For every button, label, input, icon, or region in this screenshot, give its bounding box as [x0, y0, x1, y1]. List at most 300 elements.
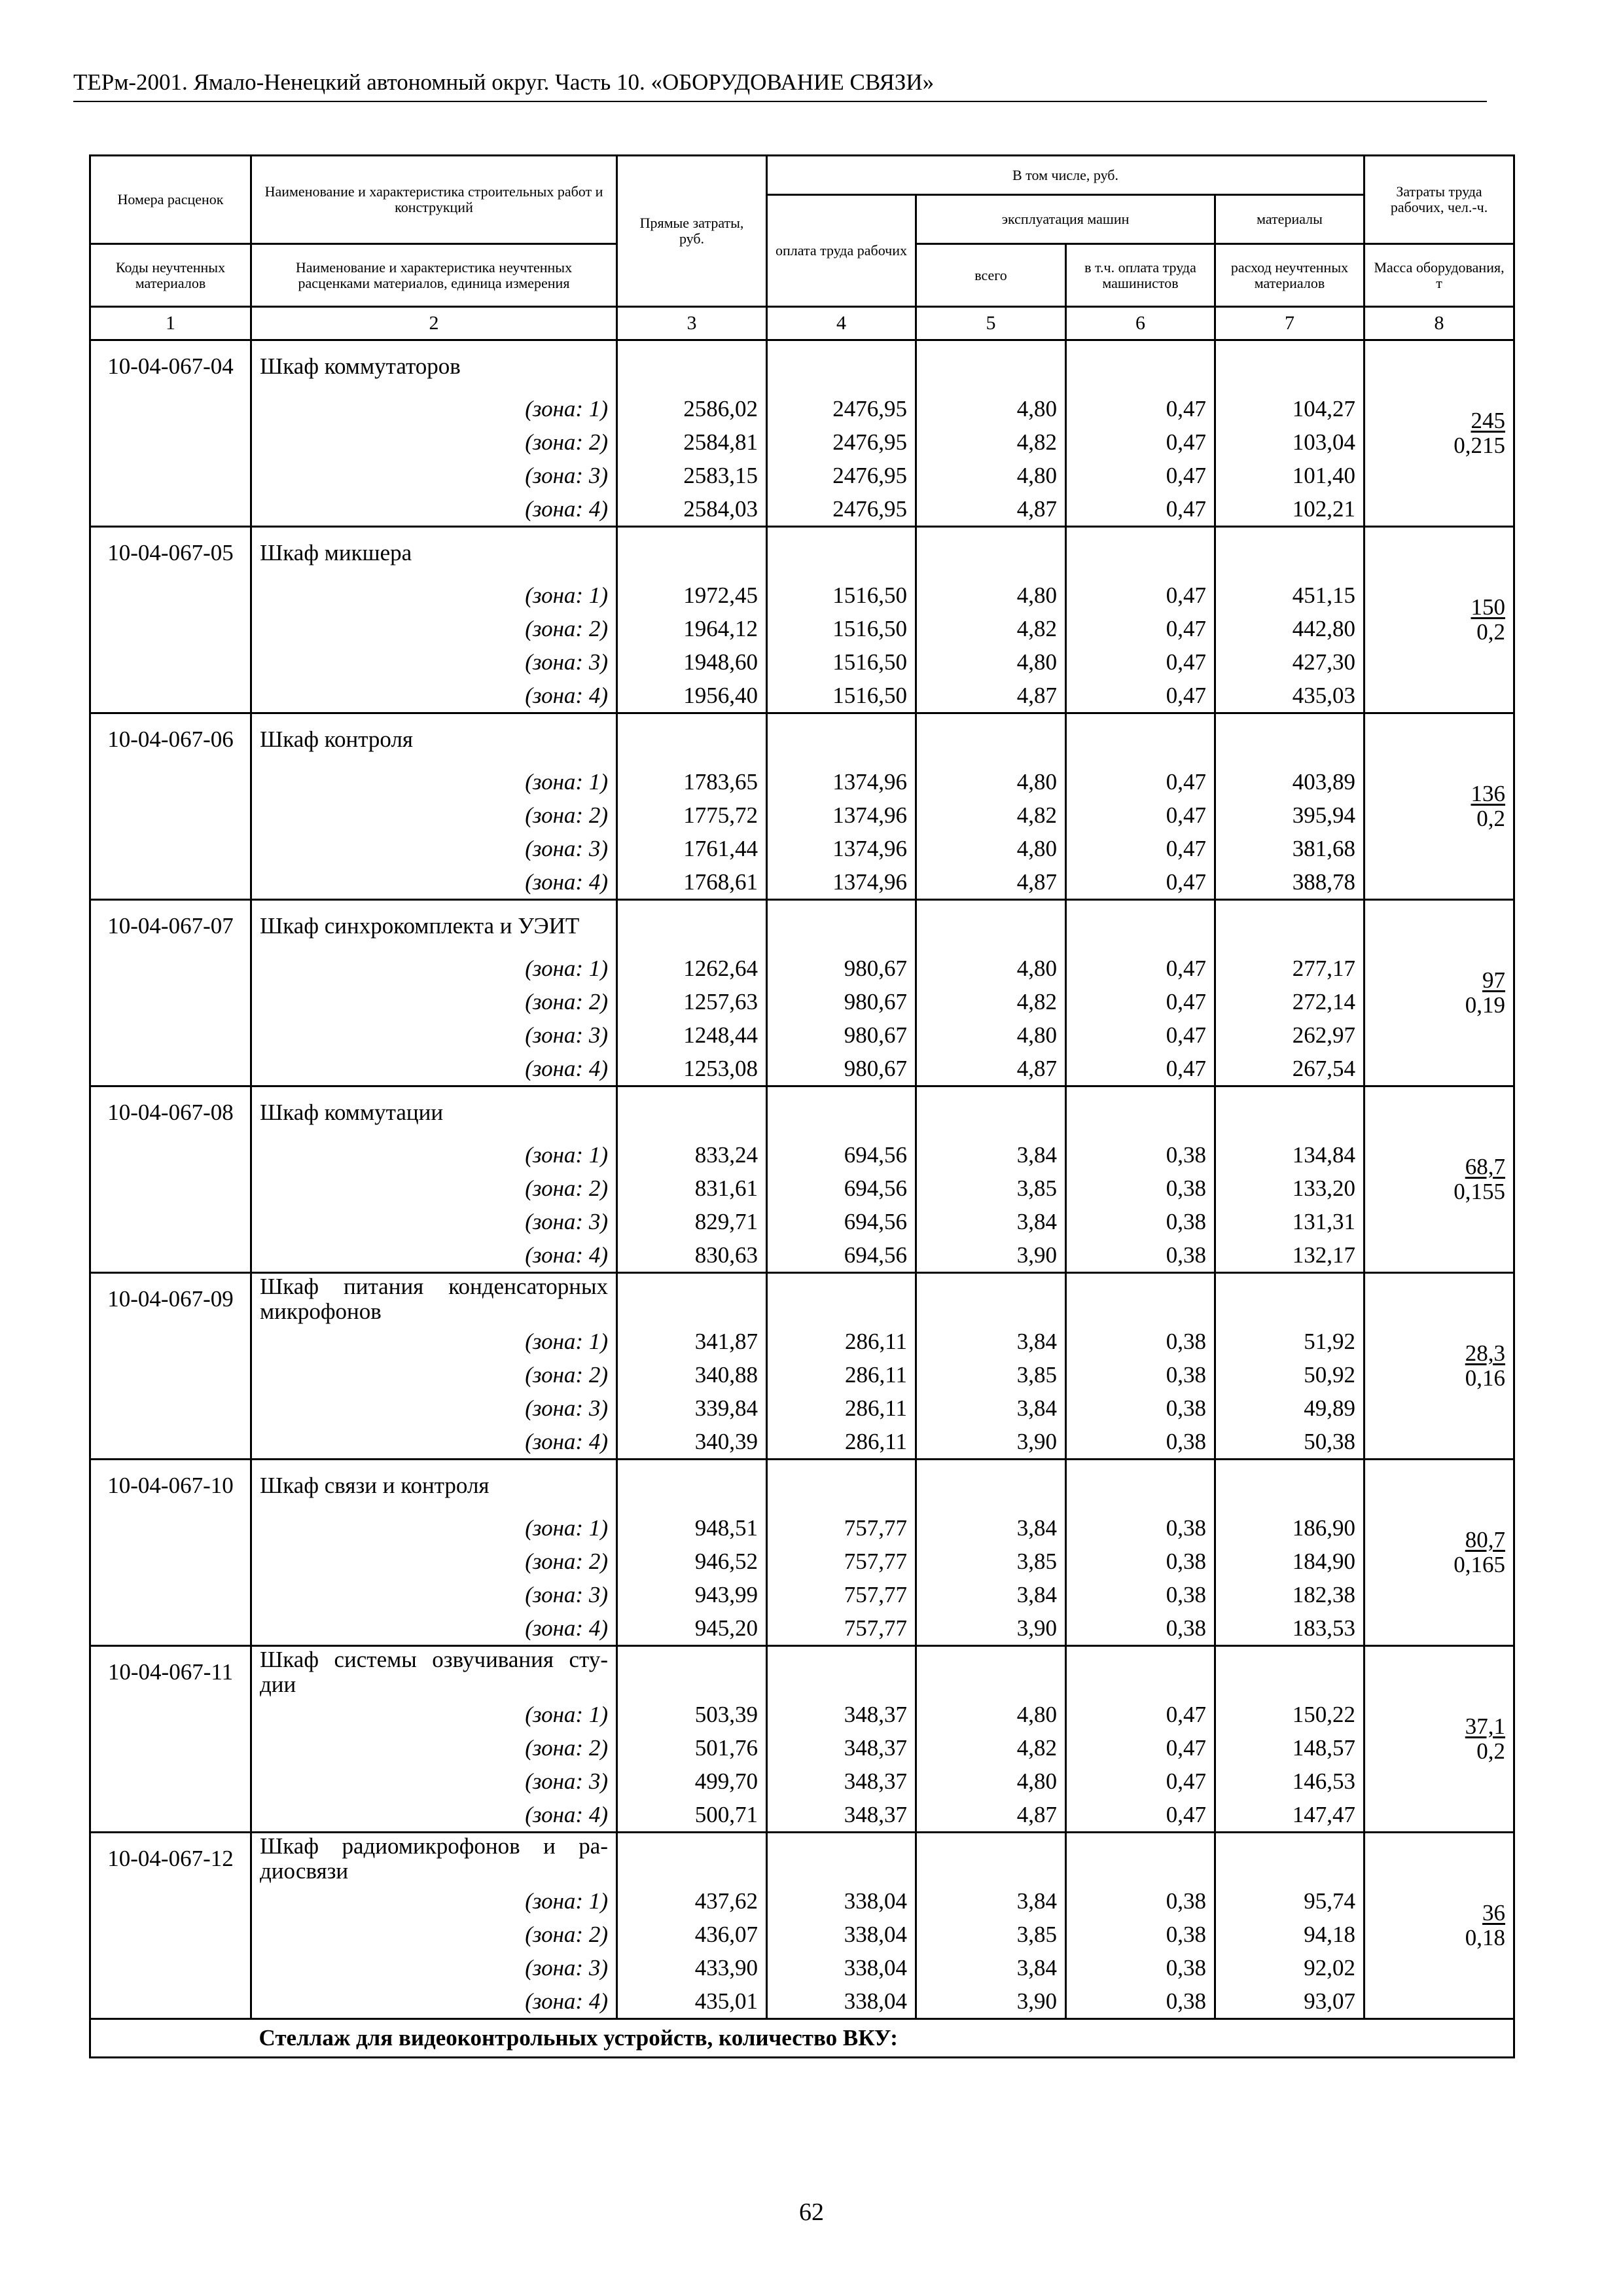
- labor-mass-cell: [1364, 1273, 1514, 1460]
- machines-total: 4,80: [916, 459, 1066, 492]
- materials: 272,14: [1215, 985, 1364, 1018]
- machinist-wages: 0,47: [1066, 1698, 1215, 1731]
- materials: 267,54: [1215, 1052, 1364, 1086]
- machinist-wages: 0,38: [1066, 1391, 1215, 1425]
- zone-row: [90, 1798, 1514, 1833]
- worker-wages: 348,37: [767, 1798, 916, 1833]
- worker-wages: 757,77: [767, 1611, 916, 1646]
- machines-total: 4,80: [916, 392, 1066, 425]
- zone-label: (зона: 2): [251, 1172, 617, 1205]
- zone-row: [90, 612, 1514, 645]
- machines-total: 3,90: [916, 1425, 1066, 1460]
- zone-row: [90, 1391, 1514, 1425]
- machines-total: 4,87: [916, 1052, 1066, 1086]
- machinist-wages: 0,47: [1066, 1798, 1215, 1833]
- zone-label: (зона: 3): [251, 645, 617, 679]
- materials: 150,22: [1215, 1698, 1364, 1731]
- zone-label: (зона: 1): [251, 1511, 617, 1545]
- worker-wages: 286,11: [767, 1391, 916, 1425]
- machines-total: 3,84: [916, 1205, 1066, 1238]
- rate-row: [90, 1086, 1514, 1139]
- zone-row: [90, 459, 1514, 492]
- zone-row: [90, 1138, 1514, 1172]
- rate-name: Шкаф коммутации: [251, 1086, 617, 1139]
- worker-wages: 286,11: [767, 1425, 916, 1460]
- materials: 50,92: [1215, 1358, 1364, 1391]
- worker-wages: 348,37: [767, 1698, 916, 1731]
- direct-costs: 2584,81: [617, 425, 767, 459]
- table-body: [90, 340, 1514, 2019]
- machinist-wages: 0,47: [1066, 645, 1215, 679]
- direct-costs: 946,52: [617, 1545, 767, 1578]
- materials: 131,31: [1215, 1205, 1364, 1238]
- machinist-wages: 0,38: [1066, 1611, 1215, 1646]
- machinist-wages: 0,38: [1066, 1951, 1215, 1984]
- rate-code: 10-04-067-11: [90, 1646, 251, 1698]
- machines-total: 4,82: [916, 612, 1066, 645]
- equipment-mass: 0,155: [1454, 1179, 1506, 1204]
- zone-row: [90, 1358, 1514, 1391]
- labor-mass-cell: [1364, 1086, 1514, 1273]
- column-number: 7: [1215, 307, 1364, 340]
- zone-label: (зона: 2): [251, 425, 617, 459]
- rate-name: Шкаф радиомикрофонов и ра-диосвязи: [251, 1833, 617, 1885]
- worker-wages: 338,04: [767, 1918, 916, 1951]
- machinist-wages: 0,38: [1066, 1205, 1215, 1238]
- col-group-materials: материалы: [1215, 195, 1364, 244]
- machines-total: 4,80: [916, 645, 1066, 679]
- machines-total: 3,84: [916, 1325, 1066, 1358]
- col-group-machines: эксплуатация машин: [916, 195, 1215, 244]
- labor-mass-fraction: [1454, 1528, 1505, 1577]
- column-numbers-row: [90, 307, 1514, 340]
- worker-wages: 1516,50: [767, 645, 916, 679]
- rate-name: Шкаф микшера: [251, 527, 617, 579]
- materials: 442,80: [1215, 612, 1364, 645]
- direct-costs: 437,62: [617, 1884, 767, 1918]
- zone-row: [90, 645, 1514, 679]
- equipment-mass: 0,165: [1454, 1552, 1506, 1577]
- equipment-mass: 0,2: [1476, 806, 1506, 831]
- direct-costs: 2583,15: [617, 459, 767, 492]
- direct-costs: 1956,40: [617, 679, 767, 713]
- machinist-wages: 0,47: [1066, 952, 1215, 985]
- materials: 49,89: [1215, 1391, 1364, 1425]
- machines-total: 3,84: [916, 1391, 1066, 1425]
- labor-mass-fraction: [1471, 595, 1506, 645]
- rate-name: Шкаф связи и контроля: [251, 1460, 617, 1512]
- machines-total: 4,87: [916, 492, 1066, 527]
- zone-row: [90, 425, 1514, 459]
- direct-costs: 1783,65: [617, 765, 767, 798]
- direct-costs: 1972,45: [617, 579, 767, 612]
- materials: 435,03: [1215, 679, 1364, 713]
- machinist-wages: 0,47: [1066, 985, 1215, 1018]
- labor-hours: 28,3: [1465, 1340, 1506, 1366]
- direct-costs: 500,71: [617, 1798, 767, 1833]
- machines-total: 4,80: [916, 1018, 1066, 1052]
- worker-wages: 1374,96: [767, 765, 916, 798]
- worker-wages: 757,77: [767, 1545, 916, 1578]
- machinist-wages: 0,38: [1066, 1238, 1215, 1273]
- worker-wages: 1516,50: [767, 579, 916, 612]
- equipment-mass: 0,2: [1476, 1738, 1506, 1764]
- rate-row: [90, 713, 1514, 766]
- labor-mass-fraction: [1471, 781, 1506, 831]
- zone-label: (зона: 4): [251, 1611, 617, 1646]
- worker-wages: 980,67: [767, 1018, 916, 1052]
- machinist-wages: 0,47: [1066, 865, 1215, 900]
- machines-total: 3,90: [916, 1238, 1066, 1273]
- machinist-wages: 0,38: [1066, 1884, 1215, 1918]
- direct-costs: 435,01: [617, 1984, 767, 2019]
- footer-row: [90, 2019, 1514, 2058]
- machines-total: 4,82: [916, 425, 1066, 459]
- zone-label: (зона: 4): [251, 492, 617, 527]
- direct-costs: 340,88: [617, 1358, 767, 1391]
- zone-row: [90, 1511, 1514, 1545]
- worker-wages: 348,37: [767, 1731, 916, 1765]
- zone-label: (зона: 3): [251, 1951, 617, 1984]
- direct-costs: 2586,02: [617, 392, 767, 425]
- direct-costs: 1964,12: [617, 612, 767, 645]
- zone-label: (зона: 1): [251, 1884, 617, 1918]
- zone-row: [90, 579, 1514, 612]
- zone-row: [90, 1765, 1514, 1798]
- materials: 146,53: [1215, 1765, 1364, 1798]
- labor-mass-cell: [1364, 900, 1514, 1086]
- materials: 93,07: [1215, 1984, 1364, 2019]
- materials: 50,38: [1215, 1425, 1364, 1460]
- zone-row: [90, 985, 1514, 1018]
- labor-hours: 80,7: [1465, 1527, 1506, 1552]
- table-header: [90, 156, 1514, 340]
- machinist-wages: 0,38: [1066, 1545, 1215, 1578]
- rate-row: [90, 1460, 1514, 1512]
- zone-label: (зона: 4): [251, 1238, 617, 1273]
- rate-row: [90, 900, 1514, 952]
- col-machinist-wages: в т.ч. оплата труда машинистов: [1066, 244, 1215, 307]
- zone-row: [90, 679, 1514, 713]
- direct-costs: 1253,08: [617, 1052, 767, 1086]
- zone-label: (зона: 3): [251, 1205, 617, 1238]
- rate-name: Шкаф контроля: [251, 713, 617, 766]
- materials: 183,53: [1215, 1611, 1364, 1646]
- labor-mass-fraction: [1465, 1341, 1505, 1391]
- zone-label: (зона: 3): [251, 832, 617, 865]
- machines-total: 3,85: [916, 1545, 1066, 1578]
- machines-total: 4,80: [916, 1765, 1066, 1798]
- worker-wages: 338,04: [767, 1884, 916, 1918]
- col-material-codes: Коды неучтенных материалов: [90, 244, 251, 307]
- machinist-wages: 0,47: [1066, 679, 1215, 713]
- equipment-mass: 0,18: [1465, 1925, 1506, 1950]
- materials: 388,78: [1215, 865, 1364, 900]
- materials: 104,27: [1215, 392, 1364, 425]
- direct-costs: 1768,61: [617, 865, 767, 900]
- worker-wages: 286,11: [767, 1358, 916, 1391]
- machines-total: 3,84: [916, 1951, 1066, 1984]
- worker-wages: 1516,50: [767, 679, 916, 713]
- labor-mass-fraction: [1465, 968, 1505, 1018]
- worker-wages: 694,56: [767, 1205, 916, 1238]
- machinist-wages: 0,38: [1066, 1511, 1215, 1545]
- worker-wages: 694,56: [767, 1238, 916, 1273]
- labor-hours: 245: [1471, 408, 1506, 433]
- col-equipment-mass: Масса оборудования, т: [1364, 244, 1514, 307]
- equipment-mass: 0,215: [1454, 433, 1506, 458]
- table-footer: [90, 2019, 1514, 2058]
- materials: 148,57: [1215, 1731, 1364, 1765]
- machines-total: 4,87: [916, 865, 1066, 900]
- worker-wages: 286,11: [767, 1325, 916, 1358]
- rates-table: [89, 154, 1515, 2058]
- column-number: 8: [1364, 307, 1514, 340]
- direct-costs: 433,90: [617, 1951, 767, 1984]
- rate-row: [90, 340, 1514, 393]
- labor-hours: 37,1: [1465, 1713, 1506, 1739]
- worker-wages: 1374,96: [767, 865, 916, 900]
- worker-wages: 338,04: [767, 1984, 916, 2019]
- machines-total: 4,80: [916, 952, 1066, 985]
- worker-wages: 2476,95: [767, 492, 916, 527]
- col-worker-wages: оплата труда рабочих: [767, 195, 916, 307]
- direct-costs: 945,20: [617, 1611, 767, 1646]
- materials: 182,38: [1215, 1578, 1364, 1611]
- direct-costs: 833,24: [617, 1138, 767, 1172]
- labor-hours: 150: [1471, 594, 1506, 620]
- labor-hours: 97: [1482, 967, 1506, 993]
- column-number: 5: [916, 307, 1066, 340]
- worker-wages: 694,56: [767, 1172, 916, 1205]
- labor-mass-cell: [1364, 527, 1514, 713]
- machines-total: 3,90: [916, 1611, 1066, 1646]
- machinist-wages: 0,47: [1066, 1765, 1215, 1798]
- direct-costs: 436,07: [617, 1918, 767, 1951]
- zone-label: (зона: 2): [251, 1918, 617, 1951]
- zone-label: (зона: 1): [251, 392, 617, 425]
- rate-name: Шкаф системы озвучивания сту-дии: [251, 1646, 617, 1698]
- zone-row: [90, 1325, 1514, 1358]
- column-number: 4: [767, 307, 916, 340]
- machinist-wages: 0,47: [1066, 459, 1215, 492]
- zone-label: (зона: 2): [251, 985, 617, 1018]
- worker-wages: 757,77: [767, 1511, 916, 1545]
- labor-mass-fraction: [1465, 1901, 1505, 1950]
- worker-wages: 1374,96: [767, 798, 916, 832]
- worker-wages: 757,77: [767, 1578, 916, 1611]
- rate-code: 10-04-067-12: [90, 1833, 251, 1885]
- rate-name: Шкаф питания конденсаторных микрофонов: [251, 1273, 617, 1325]
- materials: 101,40: [1215, 459, 1364, 492]
- rate-name: Шкаф коммутаторов: [251, 340, 617, 393]
- materials: 95,74: [1215, 1884, 1364, 1918]
- rate-name: Шкаф синхрокомплекта и УЭИТ: [251, 900, 617, 952]
- worker-wages: 980,67: [767, 985, 916, 1018]
- col-work-name: Наименование и характеристика строительных работ и конструкций: [251, 156, 617, 244]
- worker-wages: 2476,95: [767, 392, 916, 425]
- zone-label: (зона: 1): [251, 952, 617, 985]
- direct-costs: 1948,60: [617, 645, 767, 679]
- zone-row: [90, 1425, 1514, 1460]
- direct-costs: 2584,03: [617, 492, 767, 527]
- worker-wages: 980,67: [767, 952, 916, 985]
- zone-label: (зона: 2): [251, 1358, 617, 1391]
- direct-costs: 1262,64: [617, 952, 767, 985]
- machines-total: 3,84: [916, 1578, 1066, 1611]
- col-labor-costs: Затраты труда рабочих, чел.-ч.: [1364, 156, 1514, 244]
- direct-costs: 1257,63: [617, 985, 767, 1018]
- machinist-wages: 0,38: [1066, 1138, 1215, 1172]
- labor-hours: 136: [1471, 781, 1506, 806]
- rate-row: [90, 1646, 1514, 1698]
- labor-mass-fraction: [1465, 1714, 1505, 1764]
- zone-label: (зона: 1): [251, 765, 617, 798]
- zone-label: (зона: 4): [251, 1052, 617, 1086]
- materials: 133,20: [1215, 1172, 1364, 1205]
- zone-label: (зона: 1): [251, 1698, 617, 1731]
- direct-costs: 340,39: [617, 1425, 767, 1460]
- col-group-including: В том числе, руб.: [767, 156, 1364, 195]
- labor-mass-cell: [1364, 340, 1514, 527]
- machines-total: 4,87: [916, 1798, 1066, 1833]
- rate-code: 10-04-067-10: [90, 1460, 251, 1512]
- direct-costs: 499,70: [617, 1765, 767, 1798]
- machines-total: 4,80: [916, 579, 1066, 612]
- zone-row: [90, 1578, 1514, 1611]
- rate-code: 10-04-067-09: [90, 1273, 251, 1325]
- zone-label: (зона: 1): [251, 579, 617, 612]
- zone-row: [90, 1611, 1514, 1646]
- zone-label: (зона: 3): [251, 459, 617, 492]
- zone-row: [90, 1984, 1514, 2019]
- machines-total: 4,87: [916, 679, 1066, 713]
- zone-label: (зона: 3): [251, 1765, 617, 1798]
- direct-costs: 829,71: [617, 1205, 767, 1238]
- direct-costs: 341,87: [617, 1325, 767, 1358]
- zone-label: (зона: 3): [251, 1018, 617, 1052]
- machinist-wages: 0,38: [1066, 1325, 1215, 1358]
- direct-costs: 830,63: [617, 1238, 767, 1273]
- column-number: 6: [1066, 307, 1215, 340]
- footer-row-text: Стеллаж для видеоконтрольных устройств, количество ВКУ:: [251, 2019, 1514, 2058]
- zone-row: [90, 1052, 1514, 1086]
- zone-row: [90, 1951, 1514, 1984]
- zone-row: [90, 1698, 1514, 1731]
- labor-hours: 68,7: [1465, 1154, 1506, 1179]
- worker-wages: 1374,96: [767, 832, 916, 865]
- materials: 395,94: [1215, 798, 1364, 832]
- machinist-wages: 0,38: [1066, 1172, 1215, 1205]
- materials: 92,02: [1215, 1951, 1364, 1984]
- rate-code: 10-04-067-06: [90, 713, 251, 766]
- direct-costs: 1248,44: [617, 1018, 767, 1052]
- machines-total: 3,85: [916, 1172, 1066, 1205]
- column-number: 1: [90, 307, 251, 340]
- machinist-wages: 0,38: [1066, 1358, 1215, 1391]
- machinist-wages: 0,38: [1066, 1918, 1215, 1951]
- rate-code: 10-04-067-07: [90, 900, 251, 952]
- zone-row: [90, 1172, 1514, 1205]
- worker-wages: 348,37: [767, 1765, 916, 1798]
- zone-row: [90, 1918, 1514, 1951]
- zone-row: [90, 1238, 1514, 1273]
- zone-label: (зона: 4): [251, 865, 617, 900]
- col-rate-number: Номера расценок: [90, 156, 251, 244]
- labor-mass-cell: [1364, 1833, 1514, 2019]
- equipment-mass: 0,19: [1465, 992, 1506, 1018]
- zone-row: [90, 492, 1514, 527]
- machines-total: 4,80: [916, 832, 1066, 865]
- machinist-wages: 0,47: [1066, 1018, 1215, 1052]
- zone-row: [90, 1545, 1514, 1578]
- zone-label: (зона: 4): [251, 1798, 617, 1833]
- col-machines-total: всего: [916, 244, 1066, 307]
- worker-wages: 2476,95: [767, 459, 916, 492]
- worker-wages: 980,67: [767, 1052, 916, 1086]
- machines-total: 4,82: [916, 1731, 1066, 1765]
- rate-row: [90, 1273, 1514, 1325]
- materials: 134,84: [1215, 1138, 1364, 1172]
- machines-total: 3,90: [916, 1984, 1066, 2019]
- materials: 186,90: [1215, 1511, 1364, 1545]
- direct-costs: 503,39: [617, 1698, 767, 1731]
- labor-mass-cell: [1364, 713, 1514, 900]
- zone-label: (зона: 3): [251, 1578, 617, 1611]
- machinist-wages: 0,38: [1066, 1578, 1215, 1611]
- machines-total: 3,84: [916, 1884, 1066, 1918]
- machines-total: 4,80: [916, 765, 1066, 798]
- column-number: 3: [617, 307, 767, 340]
- zone-row: [90, 392, 1514, 425]
- worker-wages: 1516,50: [767, 612, 916, 645]
- materials: 427,30: [1215, 645, 1364, 679]
- rate-code: 10-04-067-04: [90, 340, 251, 393]
- zone-label: (зона: 2): [251, 612, 617, 645]
- machines-total: 3,85: [916, 1358, 1066, 1391]
- materials: 132,17: [1215, 1238, 1364, 1273]
- zone-row: [90, 798, 1514, 832]
- rate-code: 10-04-067-08: [90, 1086, 251, 1139]
- direct-costs: 831,61: [617, 1172, 767, 1205]
- materials: 184,90: [1215, 1545, 1364, 1578]
- zone-row: [90, 832, 1514, 865]
- zone-label: (зона: 1): [251, 1138, 617, 1172]
- col-direct-costs: Прямые затраты, руб.: [617, 156, 767, 307]
- col-unaccounted-materials: расход неучтенных материалов: [1215, 244, 1364, 307]
- zone-label: (зона: 4): [251, 1425, 617, 1460]
- materials: 103,04: [1215, 425, 1364, 459]
- machinist-wages: 0,47: [1066, 492, 1215, 527]
- rate-code: 10-04-067-05: [90, 527, 251, 579]
- zone-label: (зона: 2): [251, 1731, 617, 1765]
- materials: 147,47: [1215, 1798, 1364, 1833]
- machines-total: 4,80: [916, 1698, 1066, 1731]
- labor-mass-fraction: [1454, 1155, 1505, 1204]
- worker-wages: 694,56: [767, 1138, 916, 1172]
- zone-label: (зона: 1): [251, 1325, 617, 1358]
- direct-costs: 948,51: [617, 1511, 767, 1545]
- direct-costs: 1761,44: [617, 832, 767, 865]
- machines-total: 3,84: [916, 1511, 1066, 1545]
- direct-costs: 1775,72: [617, 798, 767, 832]
- zone-row: [90, 1884, 1514, 1918]
- labor-mass-cell: [1364, 1646, 1514, 1833]
- zone-label: (зона: 4): [251, 679, 617, 713]
- materials: 262,97: [1215, 1018, 1364, 1052]
- page-header: ТЕРм-2001. Ямало-Ненецкий автономный округ. Часть 10. «ОБОРУДОВАНИЕ СВЯЗИ»: [73, 68, 1487, 102]
- machinist-wages: 0,47: [1066, 765, 1215, 798]
